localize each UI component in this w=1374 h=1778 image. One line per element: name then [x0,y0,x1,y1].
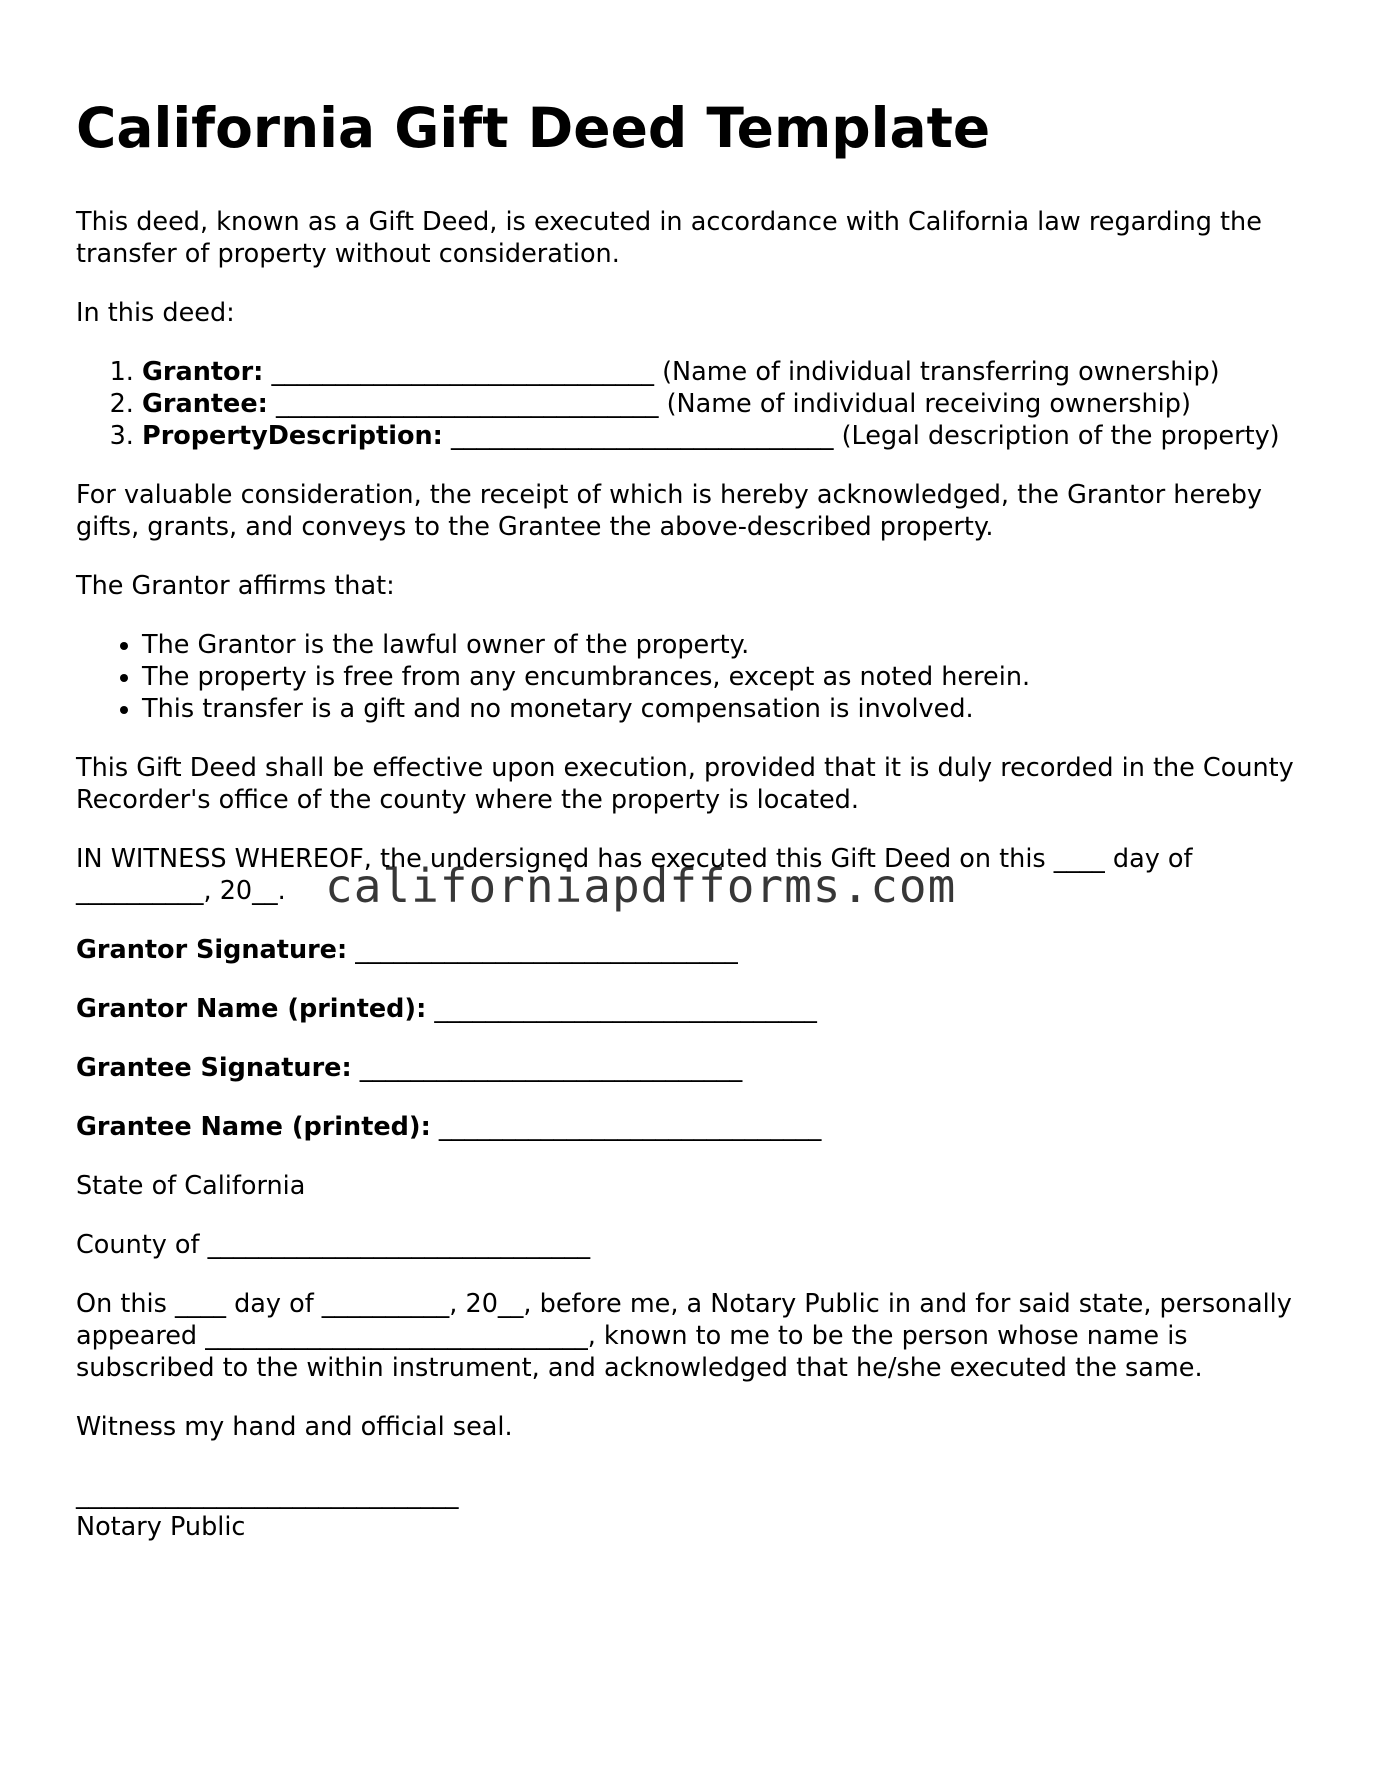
grantor-field: ______________________________ (Name of individual transferring ownership) [263,357,1220,387]
grantee-signature-line [76,1052,1306,1084]
grantee-signature-blank: ______________________________ [351,1053,743,1083]
list-item [142,420,1306,452]
document-title: California Gift Deed Template [76,96,991,160]
consideration-paragraph: For valuable consideration, the receipt of which is hereby acknowledged, the Grantor hereby gifts, grants, and conveys to the Grantee the above-described property. [76,480,1263,542]
grantor-signature-label: Grantor Signature: [76,935,348,965]
list-item: • The property is free from any encumbrances, except as noted herein. [142,661,1306,693]
grantee-name-line [76,1111,1306,1143]
parties-list [76,356,1306,452]
document-page [76,92,1306,1543]
grantee-name-label: Grantee Name (printed): [76,1112,431,1142]
grantee-field: ______________________________ (Name of individual receiving ownership) [267,389,1191,419]
grantor-signature-line [76,934,1306,966]
intro-paragraph: This deed, known as a Gift Deed, is executed in accordance with California law regarding the transfer of property without consideration. [76,207,1262,269]
list-item [142,356,1306,388]
grantor-label: Grantor: [142,357,264,387]
witness-seal-line: Witness my hand and official seal. [76,1412,513,1442]
watermark: californiapdfforms.com [325,859,957,913]
grantor-name-label: Grantor Name (printed): [76,994,427,1024]
affirmations-list [76,629,1306,725]
county-line: County of ______________________________ [76,1230,591,1260]
notary-public-label: Notary Public [76,1512,246,1542]
property-description-label: PropertyDescription: [142,421,443,451]
property-description-field: ______________________________ (Legal description of the property) [442,421,1280,451]
notary-signature-line: ______________________________ [76,1480,459,1510]
grantor-name-line [76,993,1306,1025]
list-item [142,388,1306,420]
grantee-label: Grantee: [142,389,268,419]
grantor-signature-blank: ______________________________ [347,935,738,965]
affirms-intro: The Grantor affirms that: [76,571,395,601]
grantee-name-blank: ______________________________ [430,1112,822,1142]
in-this-deed-label: In this deed: [76,298,235,328]
acknowledgment-paragraph: On this ____ day of __________, 20__, before me, a Notary Public in and for said state, personally appeared ______________________________, known to me to be the person whose name is subscribed to the within instrument, and acknowledged that he/she executed the same. [76,1289,1292,1383]
grantor-name-blank: ______________________________ [426,994,817,1024]
list-item: • This transfer is a gift and no monetary compensation is involved. [142,693,1306,725]
effective-paragraph: This Gift Deed shall be effective upon execution, provided that it is duly recorded in the County Recorder's office of the county where the property is located. [76,753,1294,815]
state-line: State of California [76,1171,306,1201]
grantee-signature-label: Grantee Signature: [76,1053,352,1083]
witness-paragraph: IN WITNESS WHEREOF, the undersigned has executed this Gift Deed on this ____ day of __________, 20__. [76,844,1193,906]
list-item: • The Grantor is the lawful owner of the property. [142,629,1306,661]
